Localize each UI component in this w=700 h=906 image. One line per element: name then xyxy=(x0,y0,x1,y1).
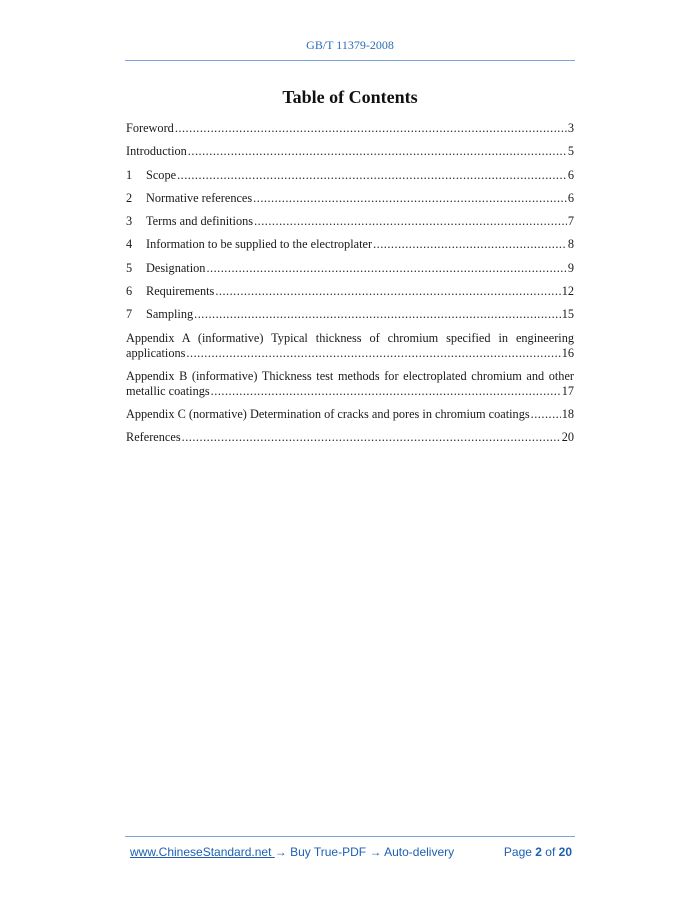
document-header: GB/T 11379-2008 xyxy=(306,38,394,52)
page-title: Table of Contents xyxy=(282,87,418,107)
toc-entry-label: Appendix C (normative) Determination of cracks and pores in chromium coatings xyxy=(126,406,530,421)
toc-entry-label: Sampling xyxy=(146,307,194,322)
dot-leader xyxy=(175,121,567,136)
toc-page-number: 9 xyxy=(567,260,574,275)
toc-page-number: 6 xyxy=(567,167,574,182)
arrow-right-icon: → xyxy=(369,845,382,859)
toc-section-number: 1 xyxy=(126,167,133,182)
toc-section-number: 2 xyxy=(126,190,133,205)
dot-leader xyxy=(177,168,567,183)
dot-leader xyxy=(206,261,566,276)
page-prefix: Page xyxy=(503,845,536,859)
toc-entry-foreword[interactable] xyxy=(126,121,574,144)
toc-entry-label-line2: applications xyxy=(126,345,186,360)
toc-entry-appendix-a[interactable] xyxy=(126,331,574,361)
toc-page-number: 17 xyxy=(561,383,574,398)
toc-entry-appendix-b[interactable] xyxy=(126,369,574,399)
dot-leader xyxy=(186,346,560,361)
current-page-number: 2 xyxy=(535,845,542,859)
page-indicator xyxy=(504,845,572,859)
website-link[interactable]: www.ChineseStandard.net xyxy=(130,845,275,859)
toc-entry-label-line2: metallic coatings xyxy=(126,383,210,398)
dot-leader xyxy=(182,430,561,445)
toc-entry-label: Terms and definitions xyxy=(146,214,254,229)
toc-page-number: 20 xyxy=(561,429,574,444)
buy-true-pdf-text: Buy True-PDF xyxy=(286,845,370,859)
total-pages-number: 20 xyxy=(558,845,572,859)
toc-page-number: 6 xyxy=(567,190,574,205)
page-of: of xyxy=(541,845,559,859)
toc-entry-requirements[interactable] xyxy=(126,284,574,307)
toc-page-number: 8 xyxy=(567,237,574,252)
toc-entry-label-line1: Appendix A (informative) Typical thickness of chromium specified in engineering xyxy=(126,330,574,345)
page-footer xyxy=(130,845,572,859)
toc-page-number: 18 xyxy=(561,406,574,421)
dot-leader xyxy=(531,407,561,422)
toc-entry-label: Scope xyxy=(146,167,177,182)
dot-leader xyxy=(194,307,561,322)
toc-page-number: 12 xyxy=(561,284,574,299)
footer-promo xyxy=(130,845,454,859)
toc-page-number: 5 xyxy=(567,144,574,159)
dot-leader xyxy=(254,214,567,229)
toc-section-number: 4 xyxy=(126,237,133,252)
toc-section-number: 5 xyxy=(126,260,133,275)
toc-entry-appendix-c[interactable] xyxy=(126,407,574,430)
toc-entry-designation[interactable] xyxy=(126,261,574,284)
dot-leader xyxy=(188,144,567,159)
toc-entry-scope[interactable] xyxy=(126,168,574,191)
footer-divider xyxy=(125,836,575,837)
toc-section-number: 7 xyxy=(126,307,133,322)
toc-entry-references[interactable] xyxy=(126,430,574,453)
toc-entry-terms-and-definitions[interactable] xyxy=(126,214,574,237)
auto-delivery-text: Auto-delivery xyxy=(381,845,455,859)
toc-entry-introduction[interactable] xyxy=(126,144,574,167)
toc-page-number: 16 xyxy=(561,345,574,360)
toc-entry-label: Requirements xyxy=(146,284,215,299)
toc-entry-label: Information to be supplied to the electroplater xyxy=(146,237,373,252)
toc-entry-label: Introduction xyxy=(126,144,187,159)
dot-leader xyxy=(211,384,561,399)
toc-section-number: 3 xyxy=(126,214,133,229)
dot-leader xyxy=(215,284,560,299)
toc-page-number: 3 xyxy=(567,121,574,135)
toc-entry-information-supplied[interactable] xyxy=(126,237,574,260)
toc-entry-label: Normative references xyxy=(146,190,253,205)
toc-entry-label: Foreword xyxy=(126,121,174,135)
toc-entry-label: Designation xyxy=(146,260,206,275)
dot-leader xyxy=(373,237,567,252)
toc-entry-sampling[interactable] xyxy=(126,307,574,330)
toc-entry-label-line1: Appendix B (informative) Thickness test methods for electroplated chromium and other xyxy=(126,368,574,383)
dot-leader xyxy=(253,191,567,206)
table-of-contents xyxy=(126,121,574,453)
arrow-right-icon: → xyxy=(274,845,287,859)
header-divider xyxy=(125,60,575,61)
toc-entry-normative-references[interactable] xyxy=(126,191,574,214)
toc-entry-label: References xyxy=(126,429,181,444)
toc-section-number: 6 xyxy=(126,284,133,299)
toc-page-number: 15 xyxy=(561,307,574,322)
toc-page-number: 7 xyxy=(567,214,574,229)
